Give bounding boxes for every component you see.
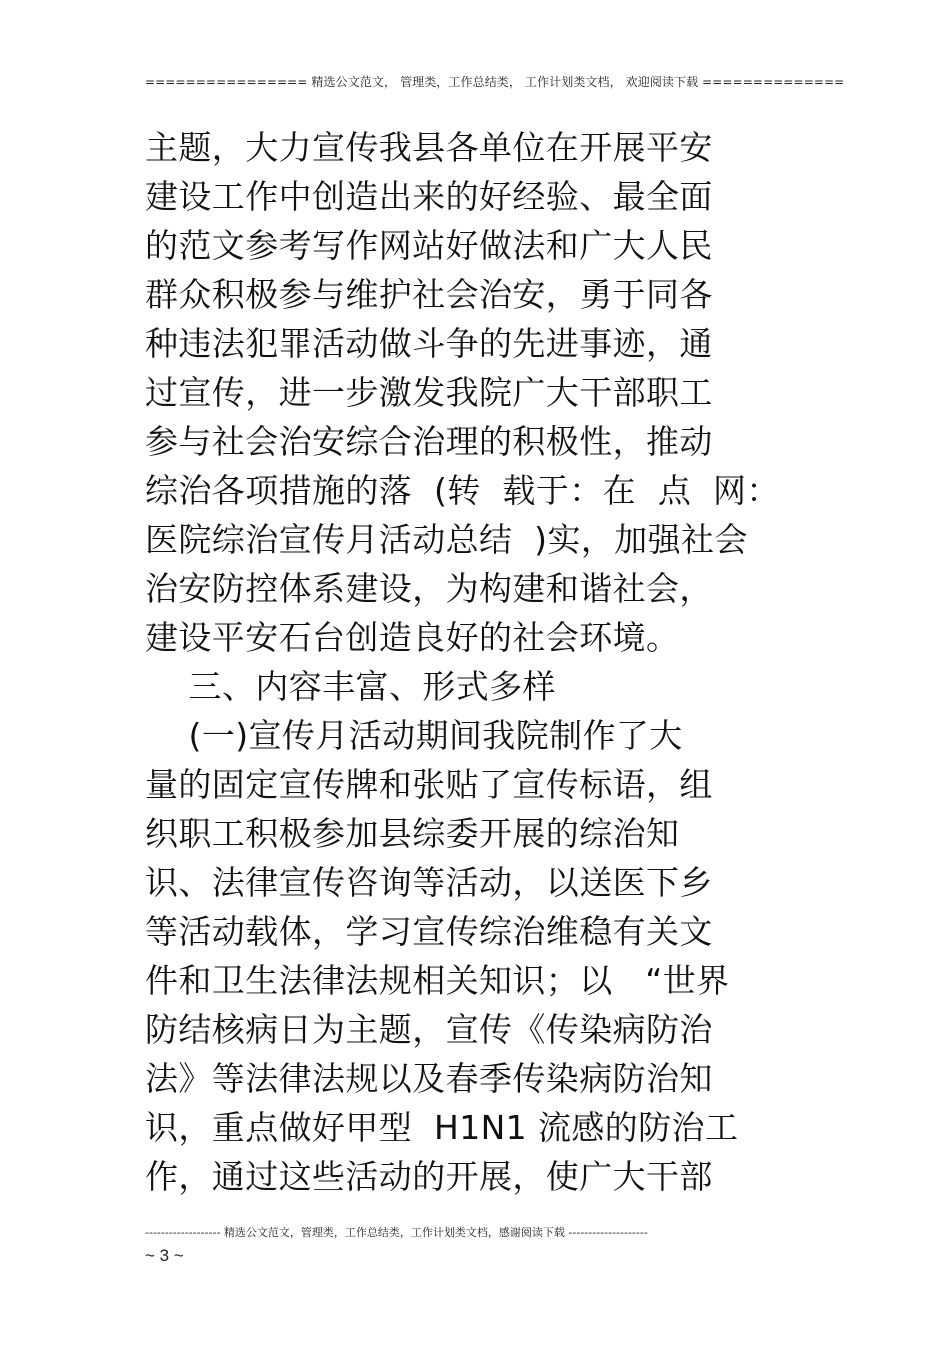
body-line: 量的固定宣传牌和张贴了宣传标语，组 [145, 765, 713, 804]
body-line: 主题，大力宣传我县各单位在开展平安 [145, 128, 713, 167]
body-line: 治安防控体系建设，为构建和谐社会， [145, 569, 713, 608]
body-line: 建设平安石台创造良好的社会环境。 [145, 618, 680, 657]
body-line: 作，通过这些活动的开展，使广大干部 [145, 1157, 713, 1196]
page-number: ~ 3 ~ [145, 1246, 184, 1265]
document-body [145, 123, 815, 1201]
body-line: 过宣传，进一步激发我院广大干部职工 [145, 373, 713, 412]
body-line: 件和卫生法律法规相关知识；以 “世界 [145, 961, 730, 1000]
page-header: ================ 精选公文范文， 管理类，工作总结类， 工作计划类文档， 欢迎阅读下载 ============== [145, 75, 845, 89]
body-line: 织职工积极参加县综委开展的综治知 [145, 814, 680, 853]
body-line: 法》等法律法规以及春季传染病防治知 [145, 1059, 713, 1098]
body-line: 参与社会治安综合治理的积极性，推动 [145, 422, 713, 461]
body-line: 的范文参考写作网站好做法和广大人民 [145, 226, 713, 265]
body-line: 等活动载体，学习宣传综治维稳有关文 [145, 912, 713, 951]
body-line: 医院综治宣传月活动总结 )实，加强社会 [145, 520, 748, 559]
body-line: 识、法律宣传咨询等活动，以送医下乡 [145, 863, 713, 902]
body-line: 种违法犯罪活动做斗争的先进事迹，通 [145, 324, 713, 363]
body-line: (一)宣传月活动期间我院制作了大 [145, 716, 683, 755]
section-heading: 三、内容丰富、形式多样 [145, 667, 556, 706]
body-line: 综治各项措施的落 (转 载于：在 点 网： [145, 471, 780, 510]
page-footer: ------------------- 精选公文范文，管理类，工作总结类，工作计划类文档，感谢阅读下载 -------------------- [145, 1226, 648, 1239]
body-line: 群众积极参与维护社会治安，勇于同各 [145, 275, 713, 314]
body-line: 建设工作中创造出来的好经验、最全面 [145, 177, 713, 216]
body-line: 识，重点做好甲型 H1N1 流感的防治工 [145, 1108, 739, 1147]
body-line: 防结核病日为主题，宣传《传染病防治 [145, 1010, 713, 1049]
